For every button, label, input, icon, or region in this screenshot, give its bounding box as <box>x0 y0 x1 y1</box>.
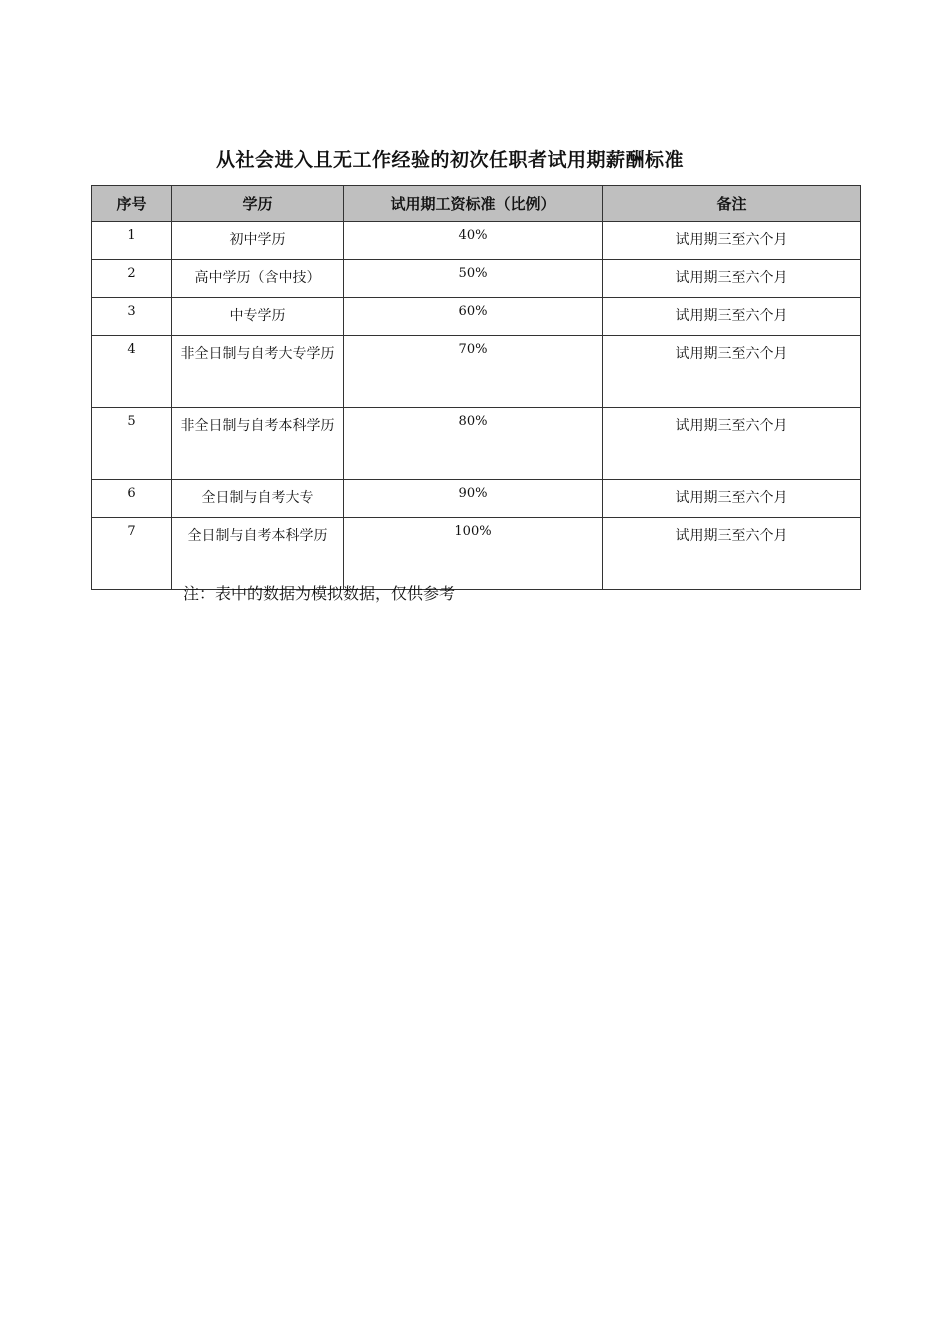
cell-salary-ratio: 90% <box>344 480 603 518</box>
table-row <box>92 222 861 260</box>
table-row <box>92 518 861 590</box>
cell-serial-number: 4 <box>92 336 172 408</box>
cell-education: 初中学历 <box>172 222 344 260</box>
cell-serial-number: 3 <box>92 298 172 336</box>
cell-remark: 试用期三至六个月 <box>603 260 861 298</box>
table-row <box>92 408 861 480</box>
cell-serial-number: 7 <box>92 518 172 590</box>
header-serial-number: 序号 <box>92 186 172 222</box>
cell-salary-ratio: 60% <box>344 298 603 336</box>
table-footnote: 注：表中的数据为模拟数据，仅供参考 <box>183 584 456 603</box>
salary-standard-table <box>91 185 861 590</box>
header-education: 学历 <box>172 186 344 222</box>
header-remark: 备注 <box>603 186 861 222</box>
cell-serial-number: 2 <box>92 260 172 298</box>
cell-serial-number: 1 <box>92 222 172 260</box>
cell-remark: 试用期三至六个月 <box>603 518 861 590</box>
cell-salary-ratio: 80% <box>344 408 603 480</box>
cell-remark: 试用期三至六个月 <box>603 408 861 480</box>
cell-education: 非全日制与自考大专学历 <box>172 336 344 408</box>
cell-salary-ratio: 40% <box>344 222 603 260</box>
table-header-row <box>92 186 861 222</box>
table-row <box>92 480 861 518</box>
cell-salary-ratio: 50% <box>344 260 603 298</box>
table-row <box>92 298 861 336</box>
cell-remark: 试用期三至六个月 <box>603 222 861 260</box>
cell-remark: 试用期三至六个月 <box>603 480 861 518</box>
cell-education: 全日制与自考大专 <box>172 480 344 518</box>
cell-remark: 试用期三至六个月 <box>603 336 861 408</box>
header-salary-ratio: 试用期工资标准（比例） <box>344 186 603 222</box>
table-row <box>92 336 861 408</box>
cell-education: 非全日制与自考本科学历 <box>172 408 344 480</box>
cell-education: 高中学历（含中技） <box>172 260 344 298</box>
cell-education: 全日制与自考本科学历 <box>172 518 344 590</box>
cell-remark: 试用期三至六个月 <box>603 298 861 336</box>
cell-serial-number: 5 <box>92 408 172 480</box>
table-row <box>92 260 861 298</box>
cell-salary-ratio: 100% <box>344 518 603 590</box>
cell-salary-ratio: 70% <box>344 336 603 408</box>
cell-serial-number: 6 <box>92 480 172 518</box>
document-title: 从社会进入且无工作经验的初次任职者试用期薪酬标准 <box>215 149 684 171</box>
cell-education: 中专学历 <box>172 298 344 336</box>
